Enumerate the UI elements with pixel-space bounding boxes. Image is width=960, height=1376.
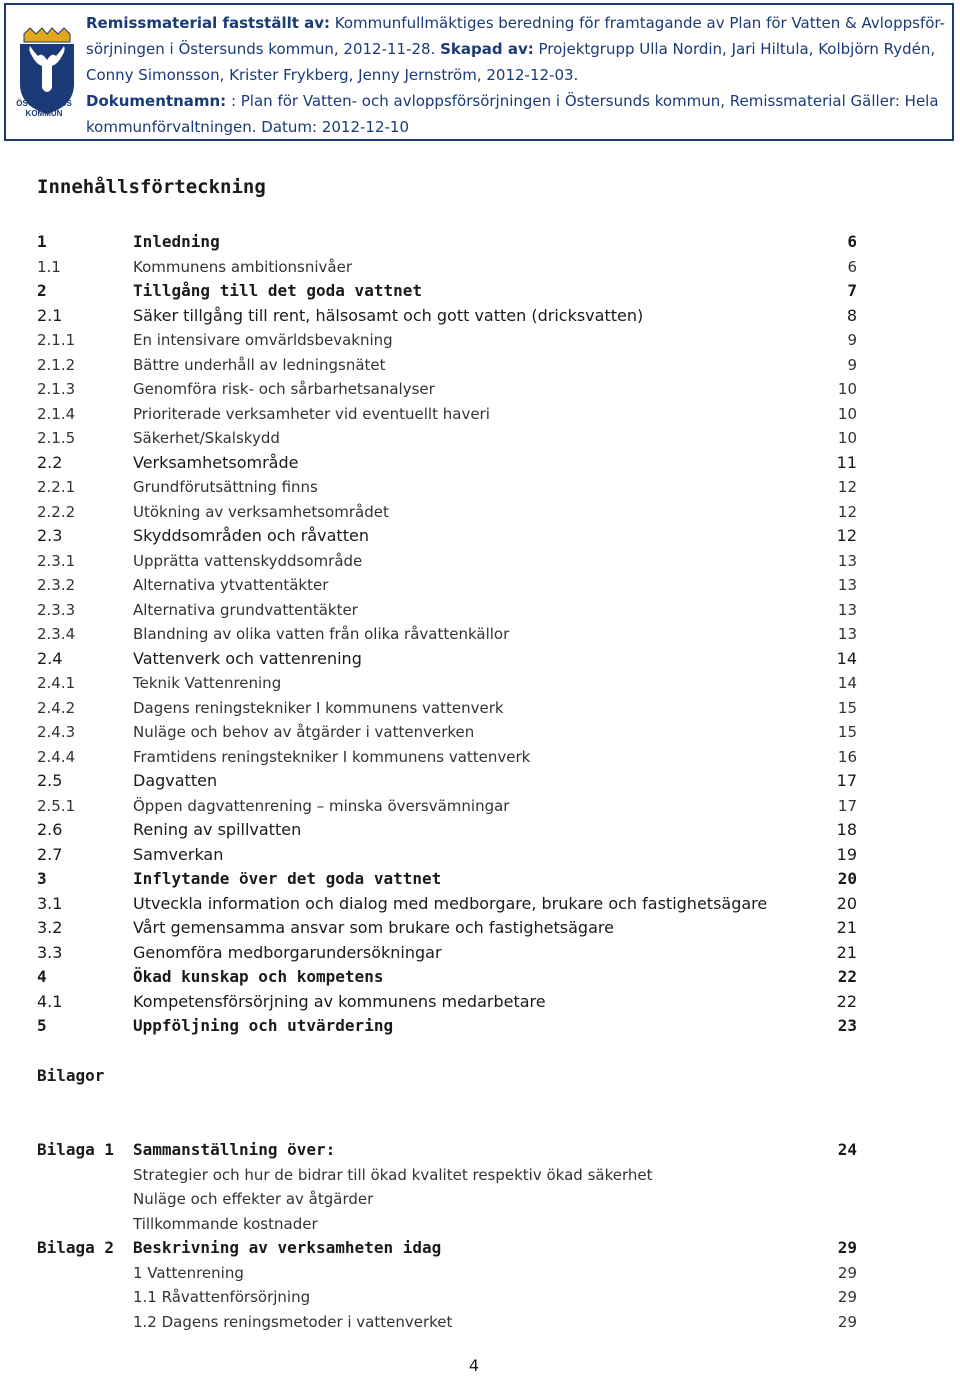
- toc-entry[interactable]: [37, 255, 867, 280]
- toc-entry-num: 2.2.1: [37, 478, 76, 496]
- toc-entry[interactable]: [37, 230, 867, 255]
- toc-entry-num: 2.2.2: [37, 502, 76, 521]
- toc-entry-page: 6: [847, 257, 857, 276]
- toc-entry-title: Kommunens ambitionsnivåer: [133, 257, 353, 276]
- toc-entry-title: Genomföra risk- och sårbarhetsanalyser: [133, 380, 435, 398]
- toc-entry-num: 2.3.4: [37, 625, 76, 643]
- toc-entry-num: 2.3.1: [37, 551, 76, 570]
- toc-entry-page: 7: [847, 281, 857, 300]
- toc-entry[interactable]: [37, 867, 867, 892]
- toc-entry-num: 2.3.3: [37, 600, 76, 619]
- toc-entry-title: Samverkan: [133, 844, 224, 864]
- toc-entry[interactable]: [37, 279, 867, 304]
- toc-entry-page: 13: [837, 576, 857, 594]
- toc-entry-title: Blandning av olika vatten från olika råvattenkällor: [133, 625, 510, 643]
- bilaga-2-sub-page: 29: [837, 1312, 857, 1331]
- toc-entry-page: 9: [847, 331, 857, 349]
- header-text-line3: Conny Simonsson, Krister Frykberg, Jenny Jernström, 2012-12-03.: [86, 66, 579, 84]
- toc-entry-num: 2.4.4: [37, 747, 76, 766]
- toc-entry[interactable]: [37, 696, 867, 721]
- toc-entry-page: 6: [847, 232, 857, 251]
- bilaga-2: [37, 1236, 867, 1334]
- toc-entry[interactable]: [37, 426, 867, 451]
- toc-entry-page: 13: [837, 551, 857, 570]
- toc-entry-page: 17: [837, 796, 857, 815]
- toc-entry-page: 23: [837, 1016, 857, 1035]
- toc-entry[interactable]: [37, 745, 867, 770]
- bilaga-2-sub-title: 1 Vattenrening: [133, 1263, 244, 1282]
- toc-entry-num: 4.1: [37, 991, 63, 1011]
- toc-entry-num: 2.1.3: [37, 380, 76, 398]
- toc-entry-num: 2.1.2: [37, 355, 76, 374]
- toc-entry-title: Ökad kunskap och kompetens: [133, 967, 384, 986]
- header-text-line1: Kommunfullmäktiges beredning för framtagande av Plan för Vatten & Avloppsför-: [330, 14, 946, 32]
- toc-entry-title: Öppen dagvattenrening – minska översvämningar: [133, 796, 510, 815]
- toc-entry[interactable]: [37, 843, 867, 868]
- header-text-line5: kommunförvaltningen. Datum: 2012-12-10: [86, 118, 410, 136]
- toc-entry[interactable]: [37, 573, 867, 598]
- toc-entry-title: Kompetensförsörjning av kommunens medarbetare: [133, 991, 546, 1011]
- toc-entry-num: 1.1: [37, 257, 61, 276]
- toc-entry[interactable]: [37, 500, 867, 525]
- toc-entry-page: 14: [836, 648, 857, 668]
- toc-entry-page: 13: [837, 600, 857, 619]
- toc-entry[interactable]: [37, 769, 867, 794]
- bilaga-2-row[interactable]: [37, 1236, 867, 1261]
- toc-entry[interactable]: [37, 598, 867, 623]
- toc-entry-title: Säker tillgång till rent, hälsosamt och gott vatten (dricksvatten): [133, 305, 644, 325]
- toc-entry-title: Grundförutsättning finns: [133, 478, 318, 496]
- toc-entry-num: 2.5.1: [37, 796, 76, 815]
- bilaga-2-sub-page: 29: [837, 1288, 857, 1306]
- header-label-skapad: Skapad av:: [440, 40, 534, 58]
- toc-entry-title: Utökning av verksamhetsområdet: [133, 502, 389, 521]
- toc-entry[interactable]: [37, 818, 867, 843]
- toc-entry-title: Upprätta vattenskyddsområde: [133, 551, 363, 570]
- toc-entry-title: En intensivare omvärldsbevakning: [133, 331, 393, 349]
- header-text-line2b: Projektgrupp Ulla Nordin, Jari Hiltula, Kolbjörn Rydén,: [533, 40, 936, 58]
- bilaga-number: Bilaga 2: [37, 1238, 115, 1257]
- toc-entry-num: 2.1.4: [37, 404, 76, 423]
- toc-entry-title: Nuläge och behov av åtgärder i vattenverken: [133, 723, 475, 741]
- toc-entry[interactable]: [37, 475, 867, 500]
- toc-entry-title: Vattenverk och vattenrening: [133, 648, 362, 668]
- toc-entry-num: 2.3: [37, 526, 63, 545]
- toc-entry-num: 3.1: [37, 893, 63, 913]
- toc-entry[interactable]: [37, 892, 867, 917]
- bilaga-page: 29: [837, 1238, 857, 1257]
- bilaga-2-sub-title: 1.2 Dagens reningsmetoder i vattenverket: [133, 1312, 453, 1331]
- toc-entry-title: Alternativa grundvattentäkter: [133, 600, 358, 619]
- toc-entry-page: 19: [836, 844, 857, 864]
- logo-text: [10, 99, 78, 119]
- toc-entry-page: 21: [836, 918, 857, 937]
- toc-entry-title: Genomföra medborgarundersökningar: [133, 942, 442, 962]
- header-label-fastställt: Remissmaterial fastställt av:: [86, 14, 331, 32]
- toc-entry-title: Rening av spillvatten: [133, 820, 302, 839]
- toc-entry-num: 2.4.2: [37, 698, 76, 717]
- toc-entry[interactable]: [37, 1014, 867, 1039]
- toc-entry-page: 20: [837, 869, 857, 888]
- toc-entry-title: Prioriterade verksamheter vid eventuellt haveri: [133, 404, 490, 423]
- table-of-contents: [37, 230, 867, 1039]
- toc-entry[interactable]: [37, 451, 867, 476]
- toc-entry-title: Inledning: [133, 232, 220, 251]
- toc-entry-num: 4: [37, 967, 47, 986]
- toc-entry-title: Säkerhet/Skalskydd: [133, 429, 280, 447]
- toc-title: Innehållsförteckning: [37, 176, 266, 198]
- toc-entry[interactable]: [37, 377, 867, 402]
- bilaga-page: 24: [837, 1140, 857, 1159]
- document-header: [4, 3, 954, 141]
- header-text: [86, 10, 951, 140]
- toc-entry-num: 2.5: [37, 771, 63, 790]
- toc-entry-num: 3: [37, 869, 47, 888]
- toc-entry-page: 22: [837, 967, 857, 986]
- toc-entry[interactable]: [37, 402, 867, 427]
- toc-entry-page: 21: [836, 942, 857, 962]
- toc-entry-page: 12: [837, 478, 857, 496]
- toc-entry[interactable]: [37, 622, 867, 647]
- toc-entry-title: Vårt gemensamma ansvar som brukare och fastighetsägare: [133, 918, 614, 937]
- toc-entry[interactable]: [37, 647, 867, 672]
- toc-entry[interactable]: [37, 524, 867, 549]
- bilaga-2-sub-row[interactable]: [37, 1261, 867, 1286]
- header-text-line4: : Plan för Vatten- och avloppsförsörjningen i Östersunds kommun, Remissmaterial Gäller: Hela: [226, 92, 939, 110]
- toc-entry-page: 15: [837, 698, 857, 717]
- toc-entry-title: Dagens reningstekniker I kommunens vattenverk: [133, 698, 504, 717]
- toc-entry-num: 2.2: [37, 452, 63, 472]
- toc-entry-num: 2.1.5: [37, 429, 76, 447]
- bilaga-2-sub-page: 29: [837, 1263, 857, 1282]
- toc-entry-title: Inflytande över det goda vattnet: [133, 869, 442, 888]
- toc-entry-page: 22: [836, 991, 857, 1011]
- toc-entry-num: 2.4.3: [37, 723, 76, 741]
- logo-text-line1: ÖSTERSUNDS: [16, 99, 72, 108]
- toc-entry-page: 10: [837, 404, 857, 423]
- toc-entry-page: 20: [836, 893, 857, 913]
- toc-entry-page: 15: [837, 723, 857, 741]
- page-number: 4: [468, 1356, 480, 1375]
- bilaga-title: Sammanställning över:: [133, 1140, 336, 1159]
- toc-entry-num: 1: [37, 232, 47, 251]
- toc-entry-page: 18: [836, 820, 857, 839]
- logo-text-line2: KOMMUN: [25, 109, 63, 118]
- toc-entry-page: 10: [837, 380, 857, 398]
- bilaga-1-sub: Strategier och hur de bidrar till ökad kvalitet respektiv ökad säkerhet: [133, 1165, 653, 1184]
- toc-entry[interactable]: [37, 328, 867, 353]
- toc-entry-num: 2.3.2: [37, 576, 76, 594]
- bilaga-title: Beskrivning av verksamheten idag: [133, 1238, 442, 1257]
- bilaga-2-sub-row[interactable]: [37, 1285, 867, 1310]
- toc-entry-title: Dagvatten: [133, 771, 218, 790]
- toc-entry[interactable]: [37, 941, 867, 966]
- toc-entry-page: 16: [837, 747, 857, 766]
- toc-entry-title: Bättre underhåll av ledningsnätet: [133, 355, 386, 374]
- bilaga-1-row[interactable]: [37, 1138, 867, 1163]
- toc-entry-num: 2.1: [37, 305, 63, 325]
- toc-entry-num: 2: [37, 281, 47, 300]
- toc-entry-title: Utveckla information och dialog med medborgare, brukare och fastighetsägare: [133, 893, 768, 913]
- bilagor-title: Bilagor: [37, 1066, 105, 1085]
- toc-entry-num: 3.2: [37, 918, 63, 937]
- toc-entry-title: Alternativa ytvattentäkter: [133, 576, 329, 594]
- toc-entry-num: 2.6: [37, 820, 63, 839]
- header-text-line2: sörjningen i Östersunds kommun, 2012-11-28.: [86, 40, 441, 58]
- bilaga-1: [37, 1138, 867, 1236]
- toc-entry-title: Verksamhetsområde: [133, 452, 299, 472]
- toc-entry-page: 10: [837, 429, 857, 447]
- toc-entry[interactable]: [37, 304, 867, 329]
- toc-entry-page: 12: [836, 526, 857, 545]
- header-label-dokumentnamn: Dokumentnamn:: [86, 92, 227, 110]
- bilaga-number: Bilaga 1: [37, 1140, 115, 1159]
- bilaga-2-sub-row[interactable]: [37, 1310, 867, 1335]
- toc-entry-num: 2.1.1: [37, 331, 76, 349]
- toc-entry-num: 2.7: [37, 844, 63, 864]
- bilaga-1-sub: Tillkommande kostnader: [133, 1214, 318, 1233]
- toc-entry-page: 14: [837, 674, 857, 692]
- toc-entry[interactable]: [37, 671, 867, 696]
- toc-entry[interactable]: [37, 353, 867, 378]
- toc-entry[interactable]: [37, 916, 867, 941]
- toc-entry-num: 3.3: [37, 942, 63, 962]
- toc-entry-title: Framtidens reningstekniker I kommunens vattenverk: [133, 747, 531, 766]
- toc-entry-page: 12: [837, 502, 857, 521]
- bilaga-2-sub-title: 1.1 Råvattenförsörjning: [133, 1288, 311, 1306]
- toc-entry-page: 9: [847, 355, 857, 374]
- toc-entry-num: 2.4.1: [37, 674, 76, 692]
- toc-entry-num: 2.4: [37, 648, 63, 668]
- toc-entry-page: 13: [837, 625, 857, 643]
- bilaga-1-sub: Nuläge och effekter av åtgärder: [133, 1190, 374, 1208]
- toc-entry[interactable]: [37, 720, 867, 745]
- toc-entry[interactable]: [37, 965, 867, 990]
- toc-entry[interactable]: [37, 549, 867, 574]
- toc-entry[interactable]: [37, 794, 867, 819]
- toc-entry-title: Teknik Vattenrening: [133, 674, 282, 692]
- toc-entry-page: 11: [836, 452, 857, 472]
- toc-entry-title: Skyddsområden och råvatten: [133, 526, 369, 545]
- toc-entry-title: Tillgång till det goda vattnet: [133, 281, 422, 300]
- toc-entry[interactable]: [37, 990, 867, 1015]
- toc-entry-num: 5: [37, 1016, 47, 1035]
- toc-entry-page: 17: [836, 771, 857, 790]
- toc-entry-title: Uppföljning och utvärdering: [133, 1016, 394, 1035]
- toc-entry-page: 8: [846, 305, 857, 325]
